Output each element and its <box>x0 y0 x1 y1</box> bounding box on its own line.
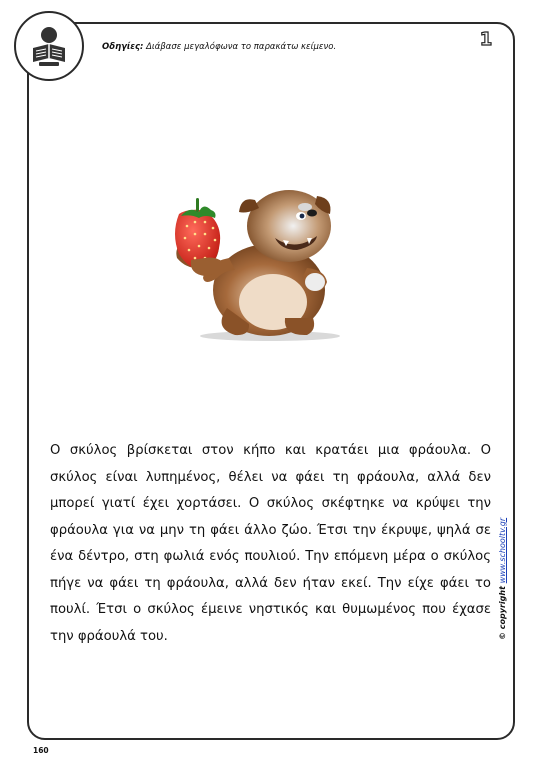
footer-page-number: 160 <box>33 746 49 755</box>
exercise-number <box>477 30 495 50</box>
copyright-notice <box>498 518 507 640</box>
instructions <box>102 42 336 52</box>
instructions-label: Οδηγίες: <box>102 42 144 52</box>
copyright-link[interactable]: www.schooltv.gr <box>498 517 507 584</box>
copyright-label: © copyright <box>498 586 507 640</box>
instructions-text: Διάβασε μεγαλόφωνα το παρακάτω κείμενο. <box>146 42 337 52</box>
exercise-number-text: 1 <box>479 29 493 50</box>
story-text: Ο σκύλος βρίσκεται στον κήπο και κρατάει μια φράουλα. Ο σκύλος είναι λυπημένος, θέλει να φάει τη φράουλα, αλλά δεν μπορεί γιατί έχει χορτάσει. Ο σκύλος σκέφτηκε να κρύψει την φράουλα για να μην τη φάει άλλο ζώο. Έτσι την έκρυψε, ψηλά σε ένα δέντρο, στη φωλιά ενός πουλιού. Την επόμενη μέρα ο σκύλος πήγε να φάει τη φράουλα, αλλά δεν ήταν εκεί. Την είχε φάει το πουλί. Έτσι ο σκύλος έμεινε νηστικός και θυμωμένος που έχασε την φράουλά του. <box>50 443 491 644</box>
bulldog-strawberry-illustration <box>165 178 365 343</box>
reading-child-icon <box>14 11 84 81</box>
